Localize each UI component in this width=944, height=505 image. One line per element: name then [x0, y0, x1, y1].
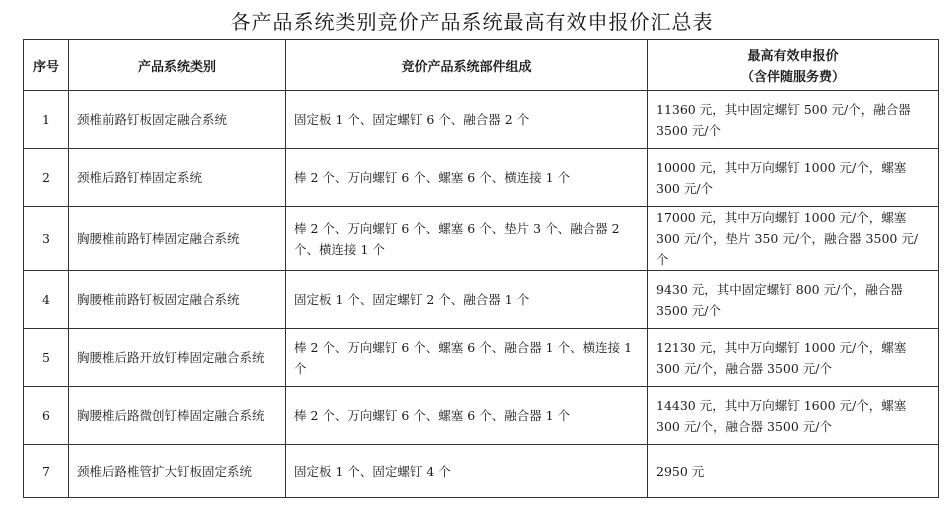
row-no: 6 — [24, 387, 69, 445]
table-row — [24, 149, 939, 207]
table-row — [24, 91, 939, 149]
row-no: 5 — [24, 329, 69, 387]
row-components: 固定板 1 个、固定螺钉 6 个、融合器 2 个 — [286, 91, 648, 149]
row-price: 17000 元，其中万向螺钉 1000 元/个，螺塞 300 元/个，垫片 350 元/个，融合器 3500 元/个 — [648, 207, 939, 271]
row-category: 颈椎前路钉板固定融合系统 — [69, 91, 286, 149]
row-no: 2 — [24, 149, 69, 207]
header-row — [24, 40, 939, 91]
row-components: 固定板 1 个、固定螺钉 2 个、融合器 1 个 — [286, 271, 648, 329]
row-components: 固定板 1 个、固定螺钉 4 个 — [286, 445, 648, 498]
header-components: 竞价产品系统部件组成 — [286, 40, 648, 91]
row-no: 1 — [24, 91, 69, 149]
header-price — [648, 40, 939, 91]
row-price: 14430 元，其中万向螺钉 1600 元/个，螺塞 300 元/个，融合器 3500 元/个 — [648, 387, 939, 445]
table-row — [24, 207, 939, 271]
row-components: 棒 2 个、万向螺钉 6 个、螺塞 6 个、融合器 1 个、横连接 1 个 — [286, 329, 648, 387]
header-no: 序号 — [24, 40, 69, 91]
table-row — [24, 445, 939, 498]
row-price: 11360 元，其中固定螺钉 500 元/个，融合器 3500 元/个 — [648, 91, 939, 149]
row-no: 4 — [24, 271, 69, 329]
row-price: 2950 元 — [648, 445, 939, 498]
row-category: 胸腰椎前路钉棒固定融合系统 — [69, 207, 286, 271]
table-title: 各产品系统类别竞价产品系统最高有效申报价汇总表 — [230, 10, 714, 34]
row-components: 棒 2 个、万向螺钉 6 个、螺塞 6 个、垫片 3 个、融合器 2 个、横连接 1 个 — [286, 207, 648, 271]
row-category: 胸腰椎前路钉板固定融合系统 — [69, 271, 286, 329]
row-category: 颈椎后路椎管扩大钉板固定系统 — [69, 445, 286, 498]
row-category: 胸腰椎后路开放钉棒固定融合系统 — [69, 329, 286, 387]
row-price: 9430 元，其中固定螺钉 800 元/个，融合器 3500 元/个 — [648, 271, 939, 329]
price-summary-table — [23, 39, 939, 498]
row-components: 棒 2 个、万向螺钉 6 个、螺塞 6 个、融合器 1 个 — [286, 387, 648, 445]
row-components: 棒 2 个、万向螺钉 6 个、螺塞 6 个、横连接 1 个 — [286, 149, 648, 207]
row-category: 颈椎后路钉棒固定系统 — [69, 149, 286, 207]
row-category: 胸腰椎后路微创钉棒固定融合系统 — [69, 387, 286, 445]
table-row — [24, 271, 939, 329]
table-row — [24, 387, 939, 445]
row-price: 12130 元，其中万向螺钉 1000 元/个，螺塞 300 元/个，融合器 3500 元/个 — [648, 329, 939, 387]
header-price-title: 最高有效申报价 — [747, 49, 839, 64]
row-no: 3 — [24, 207, 69, 271]
row-no: 7 — [24, 445, 69, 498]
header-category: 产品系统类别 — [69, 40, 286, 91]
row-price: 10000 元，其中万向螺钉 1000 元/个，螺塞 300 元/个 — [648, 149, 939, 207]
header-price-note: （含伴随服务费） — [740, 70, 845, 85]
table-row — [24, 329, 939, 387]
